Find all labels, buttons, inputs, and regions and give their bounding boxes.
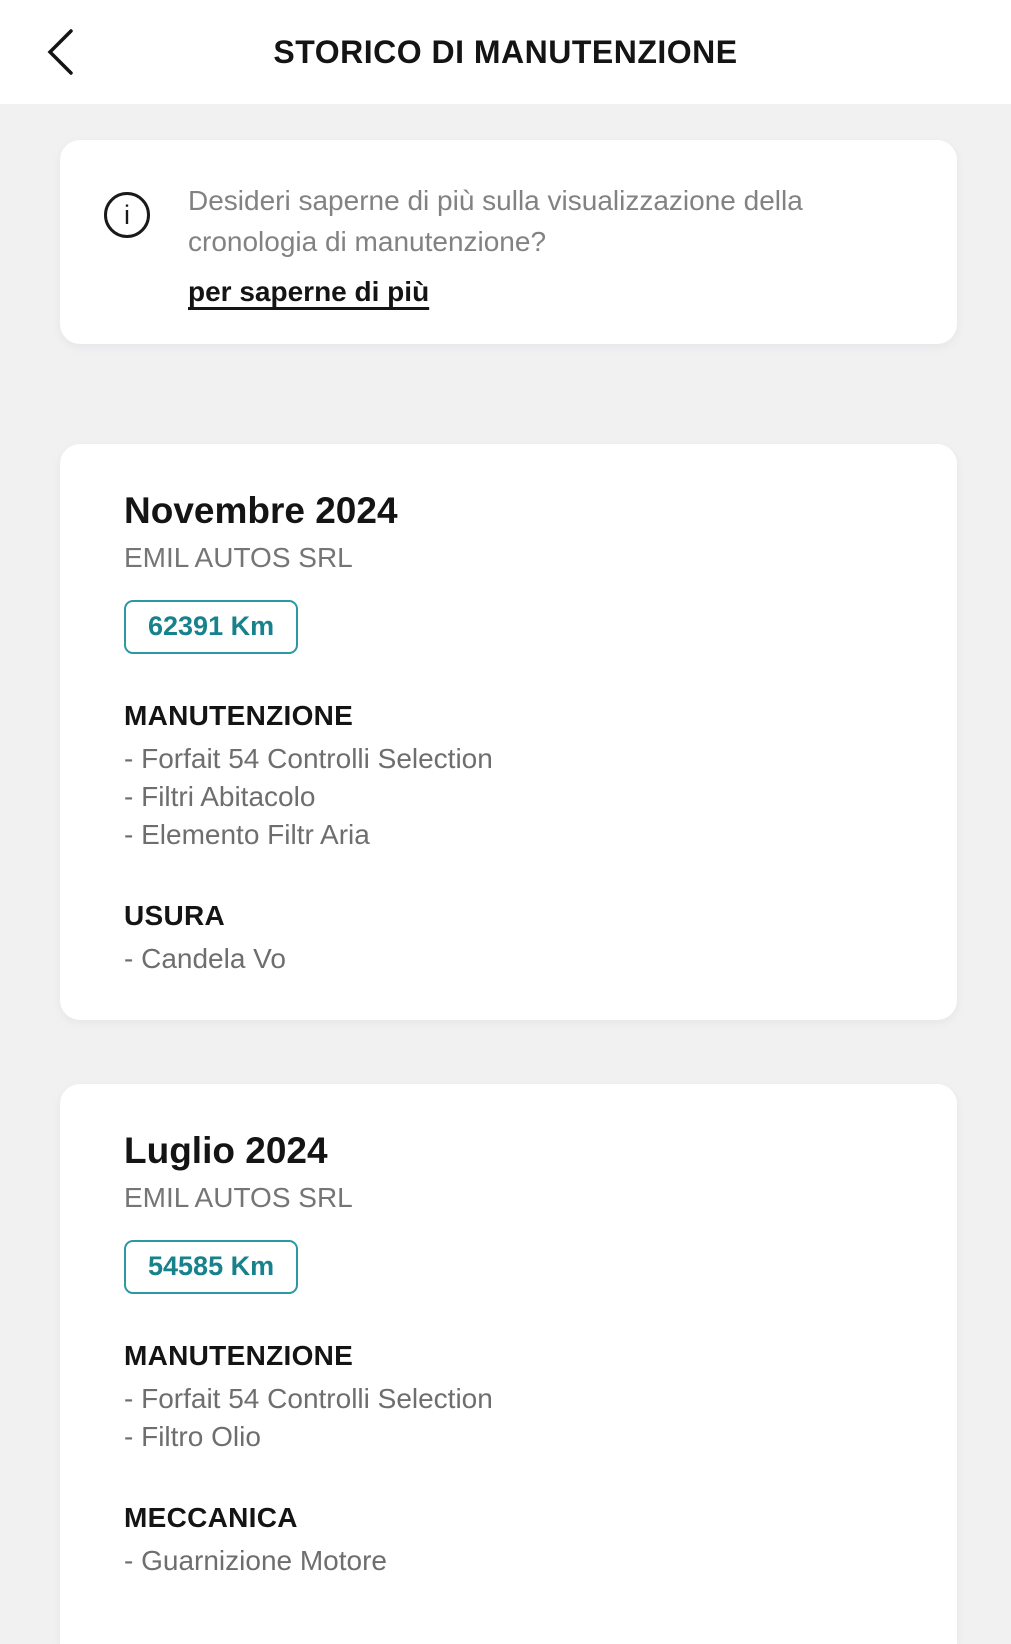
dealer-name: EMIL AUTOS SRL xyxy=(124,1182,353,1213)
info-text-block xyxy=(188,180,853,308)
section-item: - Forfait 54 Controlli Selection xyxy=(124,1383,493,1414)
maintenance-record-card xyxy=(60,1084,957,1644)
record-month: Novembre 2024 xyxy=(124,490,398,531)
content xyxy=(0,104,1011,1644)
info-banner xyxy=(60,140,957,344)
chevron-left-icon xyxy=(44,27,76,77)
info-icon: i xyxy=(104,192,150,238)
section-title: MANUTENZIONE xyxy=(124,1340,354,1371)
dealer-name: EMIL AUTOS SRL xyxy=(124,542,353,573)
section-title: USURA xyxy=(124,900,226,931)
section-item: - Forfait 54 Controlli Selection xyxy=(124,743,493,774)
info-question: Desideri saperne di più sulla visualizzazione della cronologia di manutenzione? xyxy=(188,185,803,257)
section-item: - Elemento Filtr Aria xyxy=(124,819,370,850)
section-title: MECCANICA xyxy=(124,1502,298,1533)
record-month: Luglio 2024 xyxy=(124,1130,328,1171)
odometer-badge: 62391 Km xyxy=(124,600,298,654)
section-item: - Guarnizione Motore xyxy=(124,1545,388,1576)
back-button[interactable] xyxy=(38,21,82,83)
app-header xyxy=(0,0,1011,104)
maintenance-record-card xyxy=(60,444,957,1020)
odometer-badge: 54585 Km xyxy=(124,1240,298,1294)
section-title: MANUTENZIONE xyxy=(124,700,354,731)
section-item: - Candela Vo xyxy=(124,943,286,974)
section-item: - Filtro Olio xyxy=(124,1421,261,1452)
section-item: - Filtri Abitacolo xyxy=(124,781,316,812)
learn-more-link[interactable]: per saperne di più xyxy=(188,276,430,307)
page-title: STORICO DI MANUTENZIONE xyxy=(273,33,738,70)
